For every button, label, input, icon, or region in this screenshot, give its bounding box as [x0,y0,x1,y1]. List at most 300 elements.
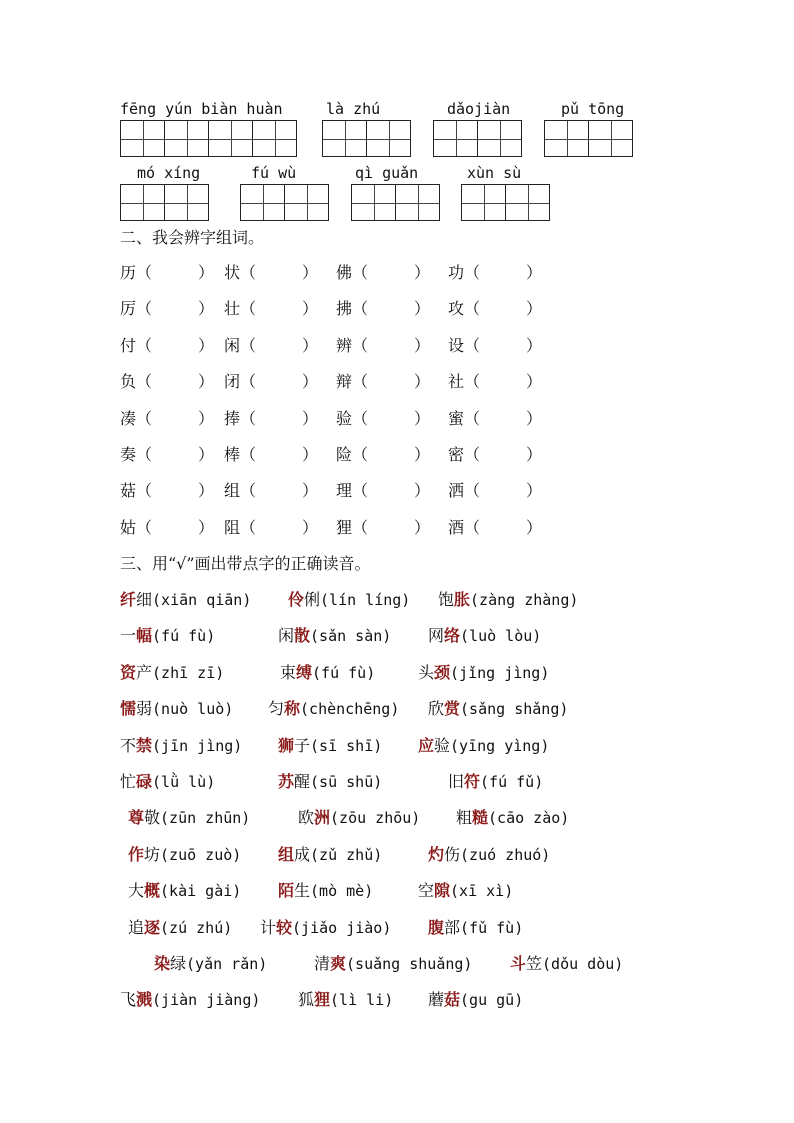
pinyin-options[interactable]: (zǔ zhǔ) [310,845,383,864]
pinyin-options[interactable]: (xiān qiān) [152,591,252,609]
word-prefix: 网 [428,626,445,646]
pronunciation-item [314,953,472,975]
open-paren: （ [352,299,369,319]
pinyin-options[interactable]: (sǎng shǎng) [460,700,569,719]
word-group-item [224,518,318,538]
open-paren: （ [240,517,257,537]
open-paren: （ [352,335,369,355]
pronunciation-item [280,662,375,684]
grid-cell[interactable] [121,185,165,221]
grid-cell[interactable] [462,185,506,221]
section-3-heading: 三、用“√”画出带点字的正确读音。 [120,554,371,573]
writing-grid[interactable] [120,184,209,221]
close-paren: ） [526,408,543,428]
pinyin-options[interactable]: (gu gū) [460,991,524,1010]
word-suffix: 坊 [144,844,161,864]
answer-blank[interactable] [464,263,526,283]
target-character: 凑 [120,408,137,428]
dotted-character: 狮 [278,735,295,755]
pinyin-options[interactable]: (lín líng) [320,591,411,609]
close-paren: ） [526,372,543,392]
word-group-item [120,409,214,429]
pinyin-options[interactable]: (fú fù) [152,627,216,646]
pronunciation-item [298,989,393,1011]
open-paren: （ [136,445,153,464]
pronunciation-item [428,989,523,1011]
pronunciation-item [428,917,523,939]
open-paren: （ [136,408,153,428]
pronunciation-item [120,662,224,684]
close-paren: ） [526,481,543,501]
close-paren: ） [302,517,319,537]
pinyin-options[interactable]: (jiǎo jiào) [292,918,392,937]
answer-blank[interactable] [352,445,414,465]
word-group-item [224,372,318,392]
answer-blank[interactable] [352,336,414,356]
answer-blank[interactable] [240,299,302,319]
word-prefix: 一 [120,626,137,646]
target-character: 菇 [120,481,137,501]
open-paren: （ [136,481,153,501]
word-prefix: 欧 [298,808,315,828]
grid-cell[interactable] [241,185,285,221]
writing-grid[interactable] [322,120,411,157]
word-prefix: 闲 [278,626,295,646]
word-prefix: 空 [418,881,435,901]
answer-blank[interactable] [464,372,526,392]
pronunciation-item [278,844,382,866]
pinyin-options[interactable]: (jīn jìng) [152,736,243,755]
word-group-item [120,481,214,501]
open-paren: （ [352,408,369,428]
target-character: 设 [448,335,465,355]
pronunciation-item [120,589,251,611]
open-paren: （ [464,517,481,537]
close-paren: ） [302,481,319,501]
word-suffix: 验 [434,735,451,755]
pronunciation-item [456,807,569,829]
dotted-character: 称 [284,699,301,719]
grid-cell[interactable] [323,121,367,157]
pinyin-options[interactable]: (zàng zhàng) [470,591,579,609]
writing-grid[interactable] [461,184,550,221]
close-paren: ） [414,445,431,464]
open-paren: （ [136,335,153,355]
answer-blank[interactable] [240,445,302,465]
writing-grid[interactable] [120,120,297,157]
target-character: 闲 [224,335,241,355]
close-paren: ） [414,408,431,428]
word-suffix: 部 [444,917,461,937]
word-group-item [448,481,542,501]
word-suffix: 产 [136,662,153,682]
word-prefix: 头 [418,662,435,682]
open-paren: （ [464,299,481,319]
close-paren: ） [198,408,215,428]
pronunciation-item [128,917,232,939]
pronunciation-item [128,844,241,866]
pinyin-label: mó xíng [137,164,201,182]
dotted-character: 胀 [454,590,471,609]
close-paren: ） [198,299,215,319]
open-paren: （ [352,263,369,282]
close-paren: ） [414,335,431,355]
close-paren: ） [526,299,543,319]
target-character: 功 [448,263,465,282]
word-group-item [120,518,214,538]
pronunciation-item [418,662,549,684]
answer-blank[interactable] [136,518,198,538]
close-paren: ） [526,445,543,464]
pronunciation-item [418,735,549,757]
close-paren: ） [414,372,431,392]
dotted-character: 纤 [120,590,137,609]
pronunciation-item [428,844,550,866]
grid-cell[interactable] [506,185,550,221]
pronunciation-item [278,771,382,793]
open-paren: （ [240,445,257,464]
pronunciation-item [128,807,250,829]
word-prefix: 大 [128,881,145,901]
answer-blank[interactable] [136,481,198,501]
answer-blank[interactable] [136,336,198,356]
target-character: 佛 [336,263,353,282]
word-group-item [336,299,430,319]
pinyin-options[interactable]: (zūn zhūn) [160,809,251,828]
answer-blank[interactable] [464,409,526,429]
answer-blank[interactable] [240,518,302,538]
dotted-character: 逐 [144,917,161,937]
pronunciation-item [260,917,391,939]
word-group-item [224,336,318,356]
pinyin-options[interactable]: (kài gài) [160,882,242,901]
word-suffix: 醒 [294,772,311,791]
word-prefix: 蘑 [428,990,445,1010]
word-group-item [448,445,542,465]
word-prefix: 不 [120,735,137,755]
pinyin-options[interactable]: (yǎn rǎn) [186,955,268,973]
answer-blank[interactable] [464,299,526,319]
answer-blank[interactable] [136,372,198,392]
open-paren: （ [136,517,153,537]
open-paren: （ [464,445,481,464]
target-character: 历 [120,263,137,282]
writing-grid[interactable] [351,184,440,221]
dotted-character: 隙 [434,881,451,901]
pinyin-options[interactable]: (lì li) [330,991,394,1010]
target-character: 验 [336,408,353,428]
pronunciation-item [428,625,541,647]
word-suffix: 绿 [170,954,187,973]
pinyin-options[interactable]: (zhī zī) [152,663,225,682]
answer-blank[interactable] [352,409,414,429]
target-character: 拂 [336,299,353,319]
grid-cell[interactable] [253,121,297,157]
pinyin-label: qì guǎn [355,164,419,182]
dotted-character: 组 [278,844,295,864]
pronunciation-item [418,880,513,902]
word-suffix: 笠 [526,954,543,973]
answer-blank[interactable] [352,481,414,501]
pronunciation-item [128,880,241,902]
target-character: 状 [224,263,241,282]
word-prefix: 狐 [298,990,315,1010]
close-paren: ） [198,263,215,282]
answer-blank[interactable] [352,299,414,319]
word-prefix: 忙 [120,772,137,791]
open-paren: （ [240,481,257,501]
close-paren: ） [302,263,319,282]
grid-cell[interactable] [285,185,329,221]
pinyin-options[interactable]: (yīng yìng) [450,736,550,755]
answer-blank[interactable] [136,263,198,283]
pinyin-options[interactable]: (mò mè) [310,882,374,901]
word-group-item [448,518,542,538]
word-prefix: 飞 [120,990,137,1010]
answer-blank[interactable] [240,481,302,501]
pinyin-options[interactable]: (luò lòu) [460,627,542,646]
answer-blank[interactable] [464,481,526,501]
dotted-character: 糙 [472,808,489,828]
answer-blank[interactable] [464,518,526,538]
close-paren: ） [198,335,215,355]
grid-cell[interactable] [396,185,440,221]
target-character: 狸 [336,517,353,537]
pinyin-options[interactable]: (xī xì) [450,882,514,901]
dotted-character: 颈 [434,662,451,682]
grid-cell[interactable] [589,121,633,157]
open-paren: （ [136,372,153,392]
word-prefix: 欣 [428,699,445,719]
close-paren: ） [302,372,319,392]
pinyin-label: fú wù [251,164,297,182]
target-character: 密 [448,445,465,464]
dotted-character: 狸 [314,990,331,1010]
open-paren: （ [240,335,257,355]
open-paren: （ [464,481,481,501]
word-group-item [336,518,430,538]
word-suffix: 细 [136,590,153,609]
word-group-item [224,481,318,501]
word-prefix: 匀 [268,699,285,719]
target-character: 攻 [448,299,465,319]
grid-cell[interactable] [367,121,411,157]
word-group-item [224,299,318,319]
close-paren: ） [302,335,319,355]
word-group-item [448,263,542,283]
target-character: 阻 [224,517,241,537]
answer-blank[interactable] [464,336,526,356]
answer-blank[interactable] [352,518,414,538]
pinyin-options[interactable]: (fú fǔ) [480,773,544,791]
word-suffix: 子 [294,735,311,755]
close-paren: ） [414,481,431,501]
answer-blank[interactable] [352,372,414,392]
target-character: 辨 [336,335,353,355]
pronunciation-item [278,625,391,647]
word-group-item [448,336,542,356]
word-group-item [336,372,430,392]
pronunciation-item [120,735,242,757]
pinyin-options[interactable]: (fǔ fù) [460,918,524,937]
target-character: 壮 [224,299,241,319]
word-group-item [448,299,542,319]
pinyin-options[interactable]: (suǎng shuǎng) [346,955,473,973]
pinyin-label: xùn sù [467,164,522,182]
word-group-item [336,481,430,501]
grid-cell[interactable] [165,121,209,157]
answer-blank[interactable] [240,409,302,429]
pinyin-options[interactable]: (jǐng jìng) [450,663,550,682]
close-paren: ） [526,335,543,355]
close-paren: ） [198,372,215,392]
word-group-item [448,409,542,429]
word-group-item [336,445,430,465]
pinyin-options[interactable]: (lǜ lù) [152,773,216,791]
word-group-item [120,445,214,465]
answer-blank[interactable] [240,263,302,283]
pinyin-options[interactable]: (zuō zuò) [160,845,242,864]
word-prefix: 清 [314,954,331,973]
open-paren: （ [352,481,369,501]
open-paren: （ [240,408,257,428]
open-paren: （ [464,372,481,392]
pronunciation-item [278,880,373,902]
pronunciation-item [268,698,399,720]
pronunciation-item [120,989,260,1011]
close-paren: ） [302,299,319,319]
pinyin-options[interactable]: (cāo zào) [488,809,570,828]
grid-cell[interactable] [121,121,165,157]
answer-blank[interactable] [136,409,198,429]
grid-cell[interactable] [545,121,589,157]
open-paren: （ [240,263,257,282]
pronunciation-item [298,807,420,829]
target-character: 付 [120,335,137,355]
pinyin-options[interactable]: (fú fù) [312,663,376,682]
word-suffix: 敬 [144,808,161,828]
close-paren: ） [526,263,543,282]
open-paren: （ [464,263,481,282]
writing-grid[interactable] [433,120,522,157]
writing-grid[interactable] [544,120,633,157]
word-prefix: 束 [280,662,297,682]
word-suffix: 俐 [304,590,321,609]
pinyin-label: pǔ tōng [561,100,625,118]
pinyin-options[interactable]: (nuò luò) [152,700,234,719]
pinyin-label: dǎojiàn [447,100,511,118]
dotted-character: 较 [276,917,293,937]
dotted-character: 尊 [128,808,145,828]
word-prefix: 追 [128,917,145,937]
word-suffix: 弱 [136,699,153,719]
dotted-character: 爽 [330,954,347,973]
word-prefix: 计 [260,917,277,937]
dotted-character: 懦 [120,699,137,719]
dotted-character: 概 [144,881,161,901]
open-paren: （ [464,408,481,428]
word-group-item [336,409,430,429]
pinyin-options[interactable]: (sū shū) [310,773,383,791]
pronunciation-item [278,735,382,757]
target-character: 姑 [120,517,137,537]
dotted-character: 赏 [444,699,461,719]
pinyin-options[interactable]: (zōu zhōu) [330,809,421,828]
word-prefix: 饱 [438,590,455,609]
dotted-character: 络 [444,626,461,646]
dotted-character: 溅 [136,990,153,1010]
target-character: 辩 [336,372,353,392]
writing-grid[interactable] [240,184,329,221]
pronunciation-item [120,625,215,647]
close-paren: ） [302,445,319,464]
section-2-heading: 二、我会辨字组词。 [120,228,265,247]
answer-blank[interactable] [136,445,198,465]
pronunciation-item [510,953,623,975]
word-group-item [120,372,214,392]
answer-blank[interactable] [136,299,198,319]
target-character: 酒 [448,517,465,537]
word-group-item [224,263,318,283]
target-character: 棒 [224,445,241,464]
answer-blank[interactable] [240,372,302,392]
open-paren: （ [352,445,369,464]
grid-cell[interactable] [352,185,396,221]
pinyin-options[interactable]: (sǎn sàn) [310,627,392,646]
target-character: 捧 [224,408,241,428]
answer-blank[interactable] [352,263,414,283]
dotted-character: 伶 [288,590,305,609]
answer-blank[interactable] [464,445,526,465]
pronunciation-item [120,771,215,793]
grid-cell[interactable] [478,121,522,157]
grid-cell[interactable] [209,121,253,157]
pinyin-options[interactable]: (chènchēng) [300,700,400,719]
close-paren: ） [526,517,543,537]
target-character: 奏 [120,445,137,464]
dotted-character: 禁 [136,735,153,755]
grid-cell[interactable] [434,121,478,157]
answer-blank[interactable] [240,336,302,356]
word-group-item [224,409,318,429]
pinyin-options[interactable]: (sī shī) [310,736,383,755]
dotted-character: 碌 [136,772,153,791]
word-group-item [336,336,430,356]
open-paren: （ [352,372,369,392]
dotted-character: 散 [294,626,311,646]
dotted-character: 菇 [444,990,461,1010]
word-suffix: 伤 [444,844,461,864]
pinyin-options[interactable]: (zuó zhuó) [460,845,551,864]
open-paren: （ [136,263,153,282]
close-paren: ） [414,263,431,282]
close-paren: ） [198,445,215,464]
pinyin-options[interactable]: (dǒu dòu) [542,955,624,973]
pinyin-options[interactable]: (zú zhú) [160,918,233,937]
dotted-character: 灼 [428,844,445,864]
word-suffix: 成 [294,844,311,864]
grid-cell[interactable] [165,185,209,221]
pinyin-label: là zhú [326,100,381,118]
dotted-character: 符 [464,772,481,791]
dotted-character: 缚 [296,662,313,682]
dotted-character: 腹 [428,917,445,937]
pinyin-options[interactable]: (jiàn jiàng) [152,991,261,1010]
target-character: 社 [448,372,465,392]
open-paren: （ [352,517,369,537]
pinyin-label: fēng yún biàn huàn [120,100,283,118]
target-character: 负 [120,372,137,392]
